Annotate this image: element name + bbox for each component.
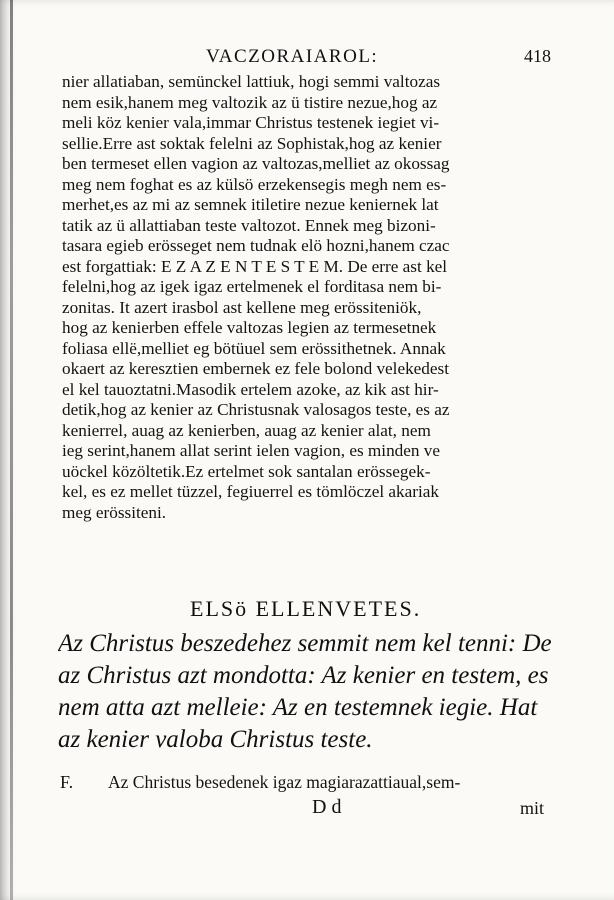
text-line: kel, es ez mellet tüzzel, fegiuerrel es tömlöczel akariak — [62, 482, 439, 501]
text-line: merhet,es az mi az semnek itiletire nezue keniernek lat — [62, 195, 439, 214]
text-line: el kel tauoztatni.Masodik ertelem azoke, az kik ast hir- — [62, 379, 439, 399]
section-heading: ELSö ELLENVETES. — [190, 596, 422, 621]
text-line: est forgattiak: E Z A Z E N T E S T E M. De erre ast kel — [62, 256, 448, 276]
text-line: kenierrel, auag az kenierben, auag az kenier alat, nem — [62, 420, 431, 440]
text-line: tasara egieb erösseget nem tudnak elö hozni,hanem czac — [62, 236, 450, 255]
text-line: nem esik,hanem meg valtozik az ü tistire nezue,hog az — [62, 92, 438, 112]
text-line: nier allatiaban, semünckel lattiuk, hogi semmi valtozas — [62, 72, 441, 91]
objection-text — [58, 628, 558, 756]
text-line: felelni,hog az igek igaz ertelmenek el forditasa nem bi- — [62, 277, 442, 296]
text-line: meli köz kenier vala,immar Christus testenek iegiet vi- — [62, 113, 440, 132]
text-line: meg nem foghat es az külsö erzekensegis megh nem es- — [62, 174, 447, 194]
page-header — [0, 44, 614, 74]
italic-line: Az Christus beszedehez semmit nem kel tenni: De — [58, 630, 552, 657]
text-line: sellie.Erre ast soktak felelni az Sophistak,hog az kenier — [62, 133, 442, 153]
text-line: okaert az keresztien embernek ez fele bolond velekedest — [62, 359, 449, 378]
text-line: ieg serint,hanem allat serint ielen vagion, es minden ve — [62, 441, 441, 460]
text-line: hog az kenierben effele valtozas legien az termesetnek — [62, 318, 437, 337]
italic-line: az Christus azt mondotta: Az kenier en testem, es — [58, 662, 549, 689]
italic-line: az kenier valoba Christus teste. — [58, 726, 373, 753]
text-line: detik,hog az kenier az Christusnak valosagos teste, es az — [62, 400, 450, 419]
binding-gutter — [10, 0, 13, 900]
printer-signature: D d — [312, 796, 342, 818]
text-line: tatik az ü allattiaban teste valtozot. Ennek meg bizoni- — [62, 215, 436, 235]
text-line: meg erössiteni. — [62, 502, 167, 522]
body-text — [62, 72, 558, 523]
text-line: uöckel közöltetik.Ez ertelmet sok santalan erössegek- — [62, 461, 431, 481]
running-head: VACZORAIAROL: — [206, 46, 379, 67]
text-line: foliasa ellë,melliet eg bötüuel sem erössithetnek. Annak — [62, 338, 446, 358]
page-number: 418 — [524, 46, 551, 66]
text-line: ben termeset ellen vagion az valtozas,melliet az okossag — [62, 154, 450, 173]
text-line: zonitas. It azert irasbol ast kellene meg erössiteniök, — [62, 297, 422, 317]
italic-line: nem atta azt melleie: Az en testemnek iegie. Hat — [58, 694, 538, 721]
catchword: mit — [520, 798, 545, 818]
reply-mark: F. — [60, 772, 74, 792]
text-line: Az Christus besedenek igaz magiarazattiaual,sem- — [108, 772, 461, 792]
